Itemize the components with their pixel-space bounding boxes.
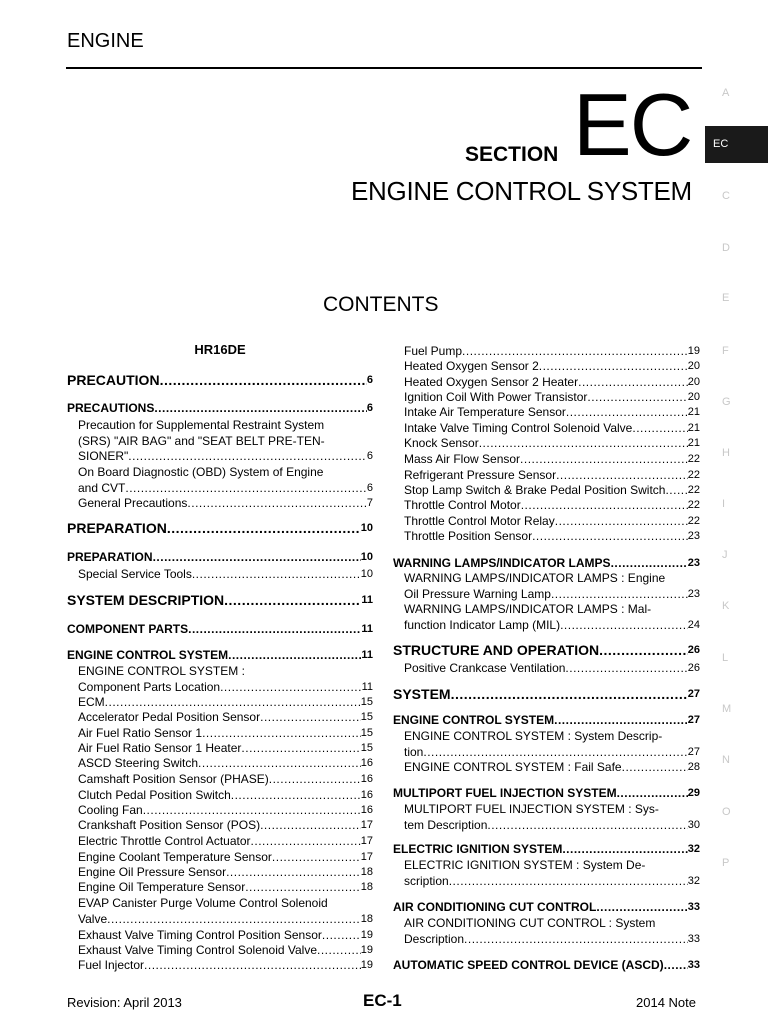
toc-page-number: 29 (687, 787, 700, 799)
toc-page-number: 10 (360, 568, 373, 580)
toc-page-number: 23 (687, 587, 700, 600)
toc-entry[interactable] (393, 687, 700, 703)
toc-page-number: 19 (360, 929, 373, 941)
toc-entry-title: Stop Lamp Switch & Brake Pedal Position Switch (404, 483, 666, 497)
toc-entry[interactable] (393, 643, 700, 659)
toc-page-number: 27 (687, 688, 700, 700)
toc-page-number: 21 (687, 437, 700, 449)
toc-entry-title: Positive Crankcase Ventilation (404, 661, 566, 675)
toc-entry-title: AIR CONDITIONING CUT CONTROL : System (404, 916, 656, 930)
toc-entry-title: Component Parts Location (78, 679, 221, 694)
footer-revision: Revision: April 2013 (67, 995, 182, 1010)
toc-page-number: 11 (361, 680, 373, 693)
toc-leader-dots (521, 498, 688, 514)
toc-page-number: 20 (687, 391, 700, 403)
toc-entry[interactable] (404, 916, 700, 947)
toc-page-number: 24 (687, 618, 700, 631)
toc-page-number: 30 (687, 818, 700, 831)
toc-page-number: 11 (361, 594, 373, 606)
thumb-tab-k[interactable]: K (722, 600, 730, 612)
toc-entry[interactable] (393, 556, 700, 572)
toc-entry[interactable] (393, 900, 700, 916)
toc-entry[interactable] (393, 958, 700, 974)
toc-entry[interactable] (404, 421, 700, 437)
toc-leader-dots (160, 373, 367, 389)
toc-page-number: 10 (360, 522, 373, 534)
toc-entry-title: Knock Sensor (404, 436, 479, 450)
toc-entry-title: HR16DE (194, 342, 246, 357)
toc-leader-dots (487, 818, 687, 834)
toc-entry[interactable] (78, 710, 373, 726)
toc-entry[interactable] (78, 834, 373, 850)
toc-page-number: 18 (360, 912, 373, 925)
toc-entry-title: Engine Oil Pressure Sensor (78, 865, 227, 879)
toc-entry-title: Camshaft Position Sensor (PHASE) (78, 772, 269, 786)
toc-entry-title: Accelerator Pedal Position Sensor (78, 710, 261, 724)
toc-leader-dots (464, 932, 688, 948)
toc-entry[interactable] (78, 756, 373, 772)
toc-leader-dots (539, 359, 688, 375)
toc-page-number: 17 (360, 851, 373, 863)
toc-leader-dots (187, 496, 366, 512)
toc-page-number: 16 (360, 757, 373, 769)
toc-entry[interactable] (78, 726, 373, 742)
header-title: ENGINE (67, 30, 144, 52)
toc-entry-title: ENGINE CONTROL SYSTEM : Fail Safe (404, 760, 622, 774)
thumb-tab-i[interactable]: I (722, 498, 726, 510)
thumb-tab-o[interactable]: O (722, 806, 731, 818)
thumb-tabs (705, 0, 768, 1024)
toc-leader-dots (632, 421, 687, 437)
toc-page-number: 23 (687, 557, 700, 569)
toc-leader-dots (226, 865, 361, 881)
toc-page-number: 26 (687, 662, 700, 674)
toc-leader-dots (198, 756, 361, 772)
toc-entry[interactable] (78, 496, 373, 512)
toc-page-number: 15 (360, 696, 373, 708)
toc-entry[interactable] (404, 344, 700, 360)
toc-entry-title: Engine Coolant Temperature Sensor (78, 850, 272, 864)
toc-entry-title: PREPARATION (67, 550, 153, 564)
section-word: SECTION (465, 143, 559, 166)
toc-page-number: 22 (687, 453, 700, 465)
toc-entry-title: SYSTEM (393, 686, 451, 702)
toc-entry[interactable] (404, 436, 700, 452)
toc-entry-title: Fuel Pump (404, 344, 463, 358)
toc-leader-dots (224, 593, 361, 609)
thumb-tab-m[interactable]: M (722, 703, 732, 715)
toc-leader-dots (587, 390, 687, 406)
toc-page-number: 15 (360, 727, 373, 739)
toc-entry-title: ECM (78, 695, 105, 709)
thumb-tab-h[interactable]: H (722, 447, 730, 459)
toc-page-number: 33 (687, 932, 700, 945)
toc-entry-title: Engine Oil Temperature Sensor (78, 880, 246, 894)
toc-entry-title: Fuel Injector (78, 958, 145, 972)
toc-page-number: 17 (360, 835, 373, 847)
toc-entry-title: Mass Air Flow Sensor (404, 452, 521, 466)
toc-leader-dots (153, 550, 361, 566)
toc-entry[interactable] (404, 452, 700, 468)
toc-entry[interactable] (67, 593, 373, 609)
toc-entry-title: PREPARATION (67, 520, 167, 536)
toc-entry-title: Heated Oxygen Sensor 2 Heater (404, 375, 579, 389)
toc-entry-title: ASCD Steering Switch (78, 756, 199, 770)
toc-entry[interactable] (78, 865, 373, 881)
thumb-tab-e[interactable]: E (722, 292, 730, 304)
toc-page-number: 11 (361, 623, 373, 635)
toc-leader-dots (260, 710, 361, 726)
toc-page-number: 33 (687, 959, 700, 971)
toc-entry-title: Description (404, 931, 465, 946)
toc-entry[interactable] (78, 818, 373, 834)
toc-entry-title: Clutch Pedal Position Switch (78, 788, 231, 802)
toc-entry-title: WARNING LAMPS/INDICATOR LAMPS : Engine (404, 571, 666, 585)
toc-page-number: 27 (687, 745, 700, 758)
thumb-tab-f[interactable]: F (722, 345, 729, 357)
toc-leader-dots (143, 803, 361, 819)
toc-leader-dots (520, 452, 688, 468)
toc-entry[interactable] (67, 521, 373, 537)
toc-entry-title: ENGINE CONTROL SYSTEM (67, 648, 229, 662)
toc-page-number: 7 (366, 497, 373, 509)
toc-entry-title: PRECAUTION (67, 372, 160, 388)
toc-entry-title: Exhaust Valve Timing Control Solenoid Valve (78, 943, 318, 957)
toc-entry-title: ENGINE CONTROL SYSTEM : System Descrip- (404, 729, 663, 743)
toc-entry[interactable] (78, 788, 373, 804)
toc-entry-title: Precaution for Supplemental Restraint System (78, 418, 325, 432)
toc-page-number: 26 (687, 644, 700, 656)
toc-page-number: 23 (687, 530, 700, 542)
toc-entry-title: Cooling Fan (78, 803, 143, 817)
toc-page-number: 32 (687, 843, 700, 855)
section-code: EC (573, 75, 692, 174)
toc-leader-dots (107, 912, 361, 928)
toc-page-number: 6 (366, 450, 373, 462)
toc-page-number: 16 (360, 789, 373, 801)
toc-entry-title: tion (404, 744, 424, 759)
toc-entry[interactable] (404, 468, 700, 484)
toc-entry[interactable] (78, 772, 373, 788)
toc-leader-dots (105, 695, 361, 711)
toc-entry[interactable] (78, 664, 373, 695)
toc-entry-title: scription (404, 873, 449, 888)
thumb-tab-n[interactable]: N (722, 754, 730, 766)
toc-entry-title: Ignition Coil With Power Transistor (404, 390, 588, 404)
toc-leader-dots (231, 788, 361, 804)
toc-page-number: 11 (361, 649, 373, 661)
thumb-tab-l[interactable]: L (722, 652, 729, 664)
toc-leader-dots (611, 556, 688, 572)
toc-entry[interactable] (78, 880, 373, 896)
toc-page-number: 18 (360, 881, 373, 893)
toc-page-number: 20 (687, 376, 700, 388)
toc-entry[interactable] (404, 498, 700, 514)
toc-leader-dots (241, 741, 360, 757)
toc-leader-dots (451, 687, 688, 703)
toc-entry[interactable] (404, 571, 700, 602)
toc-entry[interactable] (78, 958, 373, 974)
toc-entry[interactable] (78, 465, 373, 496)
toc-page-number: 19 (687, 345, 700, 357)
toc-page-number: 19 (360, 959, 373, 971)
toc-entry-title: ENGINE CONTROL SYSTEM : (78, 664, 245, 678)
header-rule (66, 67, 702, 69)
toc-leader-dots (322, 928, 361, 944)
toc-leader-dots (192, 567, 361, 583)
toc-page-number: 22 (687, 484, 700, 496)
toc-entry-title: WARNING LAMPS/INDICATOR LAMPS : Mal- (404, 602, 652, 616)
toc-leader-dots (617, 786, 688, 802)
thumb-tab-j[interactable]: J (722, 549, 728, 561)
toc-entry[interactable] (404, 802, 700, 833)
toc-entry-title: Oil Pressure Warning Lamp (404, 586, 551, 601)
toc-leader-dots (167, 521, 361, 537)
footer-model: 2014 Note (636, 995, 696, 1010)
toc-entry-title: Exhaust Valve Timing Control Position Sensor (78, 928, 322, 942)
toc-entry-title: Crankshaft Position Sensor (POS) (78, 818, 261, 832)
toc-entry-title: Heated Oxygen Sensor 2 (404, 359, 539, 373)
toc-page-number: 6 (366, 402, 373, 414)
toc-leader-dots (599, 643, 688, 659)
toc-leader-dots (578, 375, 688, 391)
contents-title: CONTENTS (323, 293, 439, 316)
toc-page-number: 18 (360, 866, 373, 878)
toc-entry-title: and CVT (78, 480, 126, 495)
toc-entry-title: COMPONENT PARTS (67, 622, 189, 636)
toc-leader-dots (532, 529, 688, 545)
toc-entry-title: PRECAUTIONS (67, 401, 155, 415)
toc-page-number: 22 (687, 515, 700, 527)
thumb-tab-p[interactable]: P (722, 857, 730, 869)
toc-page-number: 19 (360, 944, 373, 956)
toc-leader-dots (665, 483, 687, 499)
toc-entry[interactable] (404, 514, 700, 530)
footer-page-id: EC-1 (363, 991, 402, 1010)
toc-page-number: 22 (687, 469, 700, 481)
toc-page-number: 28 (687, 761, 700, 773)
toc-entry-title: WARNING LAMPS/INDICATOR LAMPS (393, 556, 611, 570)
toc-entry[interactable] (78, 943, 373, 959)
toc-page-number: 21 (687, 422, 700, 434)
toc-entry[interactable] (404, 405, 700, 421)
thumb-tab-c[interactable]: C (722, 190, 730, 202)
toc-leader-dots (260, 818, 361, 834)
toc-entry[interactable] (404, 858, 700, 889)
toc-page-number: 21 (687, 406, 700, 418)
toc-page-number: 6 (366, 481, 373, 494)
toc-entry-title: Intake Valve Timing Control Solenoid Valve (404, 421, 633, 435)
toc-leader-dots (144, 958, 361, 974)
toc-page-number: 27 (687, 714, 700, 726)
section-name: ENGINE CONTROL SYSTEM (351, 176, 692, 206)
toc-leader-dots (596, 900, 687, 916)
toc-entry[interactable] (78, 896, 373, 927)
toc-entry-title: Electric Throttle Control Actuator (78, 834, 251, 848)
toc-page-number: 22 (687, 499, 700, 511)
toc-entry-title: MULTIPORT FUEL INJECTION SYSTEM (393, 786, 617, 800)
toc-entry[interactable] (78, 741, 373, 757)
toc-entry-title: MULTIPORT FUEL INJECTION SYSTEM : Sys- (404, 802, 659, 816)
toc-entry[interactable] (404, 359, 700, 375)
toc-entry[interactable] (67, 550, 373, 566)
toc-entry[interactable] (67, 622, 373, 638)
toc-entry[interactable] (67, 373, 373, 389)
toc-leader-dots (202, 726, 361, 742)
toc-leader-dots (317, 943, 361, 959)
toc-entry[interactable] (404, 729, 700, 760)
toc-entry-title: AUTOMATIC SPEED CONTROL DEVICE (ASCD) (393, 958, 664, 972)
toc-engine-heading (67, 342, 373, 358)
thumb-tab-d[interactable]: D (722, 242, 730, 254)
toc-entry[interactable] (78, 850, 373, 866)
toc-entry-title: On Board Diagnostic (OBD) System of Engine (78, 465, 324, 479)
toc-leader-dots (154, 401, 367, 417)
toc-entry-title: ENGINE CONTROL SYSTEM (393, 713, 555, 727)
toc-entry-title: STRUCTURE AND OPERATION (393, 642, 600, 658)
thumb-tab-g[interactable]: G (722, 396, 731, 408)
toc-entry-title: SYSTEM DESCRIPTION (67, 592, 225, 608)
toc-entry-title: Valve (78, 911, 108, 926)
toc-leader-dots (556, 468, 688, 484)
thumb-tab-a[interactable]: A (722, 87, 730, 99)
toc-entry-title: Refrigerant Pressure Sensor (404, 468, 557, 482)
toc-entry-title: ELECTRIC IGNITION SYSTEM (393, 842, 563, 856)
toc-entry-title: function Indicator Lamp (MIL) (404, 617, 561, 632)
toc-leader-dots (269, 772, 361, 788)
toc-page-number: 17 (360, 819, 373, 831)
toc-leader-dots (566, 405, 688, 421)
toc-leader-dots (462, 344, 688, 360)
toc-leader-dots (188, 622, 361, 638)
thumb-tab-ec[interactable]: EC (705, 126, 768, 163)
toc-leader-dots (554, 713, 688, 729)
toc-page-number: 16 (360, 804, 373, 816)
toc-entry-title: EVAP Canister Purge Volume Control Solenoid (78, 896, 328, 910)
toc-entry[interactable] (78, 928, 373, 944)
toc-page-number: 10 (360, 551, 373, 563)
toc-page-number: 33 (687, 901, 700, 913)
toc-entry-title: Special Service Tools (78, 567, 192, 581)
toc-leader-dots (272, 850, 361, 866)
toc-entry-title: Throttle Position Sensor (404, 529, 533, 543)
toc-leader-dots (555, 514, 688, 530)
toc-entry[interactable] (78, 803, 373, 819)
toc-page-number: 15 (360, 742, 373, 754)
toc-leader-dots (560, 618, 688, 634)
toc-entry-title: Air Fuel Ratio Sensor 1 (78, 726, 203, 740)
toc-entry[interactable] (78, 418, 373, 465)
toc-entry[interactable] (404, 602, 700, 633)
toc-entry-title: tem Description (404, 817, 488, 832)
toc-entry-title: (SRS) "AIR BAG" and "SEAT BELT PRE-TEN- (78, 433, 325, 448)
toc-entry[interactable] (67, 648, 373, 664)
toc-leader-dots (251, 834, 361, 850)
toc-entry-title: ELECTRIC IGNITION SYSTEM : System De- (404, 858, 646, 872)
toc-entry[interactable] (404, 483, 700, 499)
toc-entry-title: AIR CONDITIONING CUT CONTROL (393, 900, 597, 914)
toc-entry-title: Throttle Control Motor (404, 498, 521, 512)
toc-page-number: 20 (687, 360, 700, 372)
toc-leader-dots (664, 958, 688, 974)
toc-leader-dots (449, 874, 688, 890)
toc-leader-dots (565, 661, 687, 677)
toc-entry-title: SIONER" (78, 449, 129, 463)
toc-entry[interactable] (404, 529, 700, 545)
toc-entry-title: General Precautions (78, 496, 188, 510)
toc-entry-title: Air Fuel Ratio Sensor 1 Heater (78, 741, 242, 755)
toc-leader-dots (245, 880, 361, 896)
toc-entry[interactable] (404, 661, 700, 677)
toc-entry[interactable] (404, 375, 700, 391)
toc-entry[interactable] (393, 842, 700, 858)
toc-entry[interactable] (393, 713, 700, 729)
toc-leader-dots (125, 481, 367, 497)
toc-entry[interactable] (404, 390, 700, 406)
toc-leader-dots (622, 760, 688, 776)
toc-leader-dots (220, 680, 361, 696)
toc-page-number: 32 (687, 874, 700, 887)
toc-entry[interactable] (404, 760, 700, 776)
toc-entry[interactable] (393, 786, 700, 802)
toc-leader-dots (228, 648, 361, 664)
toc-leader-dots (423, 745, 687, 761)
toc-leader-dots (562, 842, 687, 858)
toc-leader-dots (479, 436, 688, 452)
toc-page-number: 15 (360, 711, 373, 723)
toc-entry[interactable] (78, 695, 373, 711)
toc-entry-title: Intake Air Temperature Sensor (404, 405, 566, 419)
toc-page-number: 16 (360, 773, 373, 785)
toc-leader-dots (128, 449, 367, 465)
toc-page-number: 6 (366, 374, 373, 386)
toc-entry[interactable] (67, 401, 373, 417)
toc-entry-title: Throttle Control Motor Relay (404, 514, 555, 528)
toc-entry[interactable] (78, 567, 373, 583)
toc-leader-dots (551, 587, 688, 603)
